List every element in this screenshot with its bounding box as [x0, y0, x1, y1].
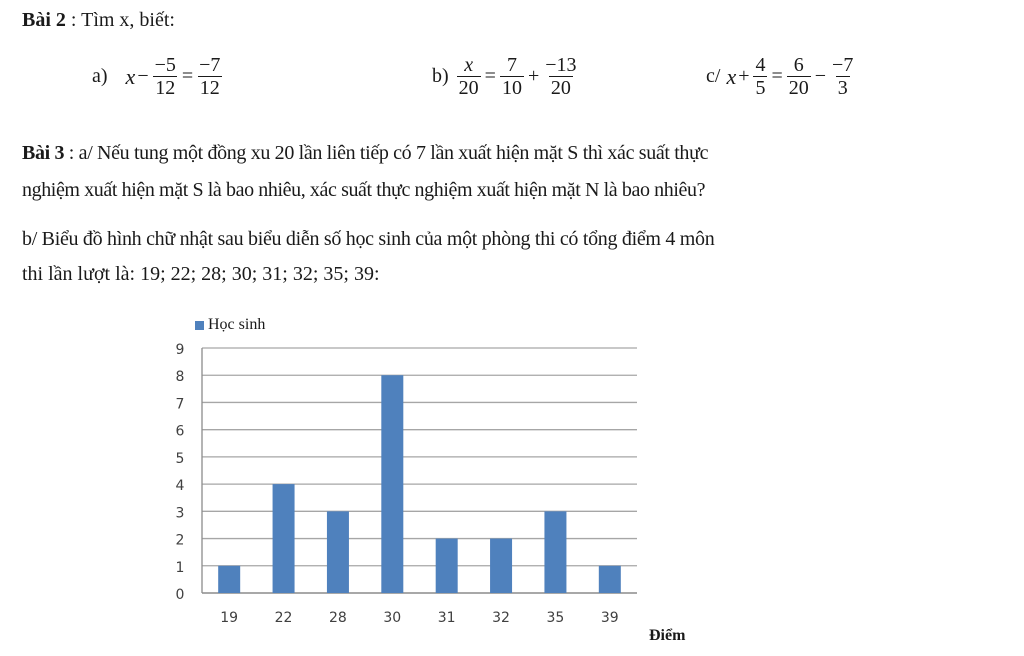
bai3-label: Bài 3: [22, 142, 65, 164]
fraction: $\frac{-13}{20}$: [545, 54, 577, 99]
bar-22: [273, 484, 295, 593]
y-tick-label: 7: [175, 396, 185, 413]
fraction: $\frac{-5}{12}$: [154, 54, 176, 99]
y-tick-label: 8: [175, 369, 185, 386]
y-tick-label: 0: [175, 587, 185, 603]
bai2-instruction: : Tìm x, biết:: [65, 9, 175, 31]
equals-sign: =: [771, 65, 783, 87]
legend-label: Học sinh: [208, 316, 266, 333]
operator: +: [527, 65, 540, 87]
x-tick-label: 31: [437, 610, 456, 626]
fraction: $\frac{7}{10}$: [501, 54, 522, 99]
equation-a-label: a): [92, 65, 108, 87]
equals-sign: =: [484, 65, 496, 87]
variable-x: x: [125, 63, 136, 89]
bar-35: [544, 511, 566, 593]
equation-c-label: c/: [706, 65, 721, 87]
y-tick-label: 3: [175, 505, 185, 522]
x-tick-label: 39: [600, 610, 619, 626]
bar-39: [599, 566, 621, 593]
bar-30: [381, 375, 403, 593]
bar-19: [218, 566, 240, 593]
y-tick-label: 9: [175, 342, 185, 358]
fraction: $\frac{x}{20}$: [458, 54, 479, 99]
x-tick-label: 22: [274, 610, 293, 626]
bar-28: [327, 511, 349, 593]
equation-b-label: b): [432, 65, 449, 87]
variable-x: x: [726, 63, 737, 89]
x-tick-label: 19: [220, 610, 239, 626]
operator: +: [738, 65, 750, 87]
y-tick-label: 1: [175, 559, 185, 576]
x-tick-label: 35: [546, 610, 565, 626]
fraction: $\frac{-7}{3}$: [832, 54, 854, 99]
fraction: $\frac{4}{5}$: [755, 54, 766, 99]
chart-legend: [195, 316, 265, 334]
fraction: $\frac{6}{20}$: [788, 54, 809, 99]
bai3-part-b-line2: thi lần lượt là: 19; 22; 28; 30; 31; 32; 35; 39:: [22, 263, 380, 285]
bai2-label: Bài 2: [22, 9, 66, 31]
y-tick-label: 6: [175, 423, 185, 440]
y-tick-label: 5: [175, 450, 185, 467]
x-tick-label: 32: [492, 610, 510, 626]
fraction: $\frac{-7}{12}$: [199, 54, 221, 99]
y-tick-label: 2: [175, 532, 185, 549]
bai3-part-b-line1: b/ Biểu đồ hình chữ nhật sau biểu diễn số học sinh của một phòng thi có tổng điểm 4 môn: [22, 228, 715, 250]
operator: −: [137, 65, 149, 87]
bai3-part-a-line2: nghiệm xuất hiện mặt S là bao nhiêu, xác suất thực nghiệm xuất hiện mặt N là bao nhiêu?: [22, 179, 706, 201]
legend-swatch-icon: [195, 321, 204, 330]
operator: −: [814, 65, 827, 87]
bar-32: [490, 539, 512, 593]
equals-sign: =: [181, 65, 194, 87]
x-axis-title: Điểm: [649, 627, 686, 644]
x-tick-label: 30: [383, 610, 402, 626]
x-tick-label: 28: [329, 610, 347, 626]
bai3-question-a: : a/ Nếu tung một đồng xu 20 lần liên tiếp có 7 lần xuất hiện mặt S thì xác suất thực: [64, 142, 709, 164]
y-tick-label: 4: [175, 478, 185, 495]
bar-31: [436, 539, 458, 593]
